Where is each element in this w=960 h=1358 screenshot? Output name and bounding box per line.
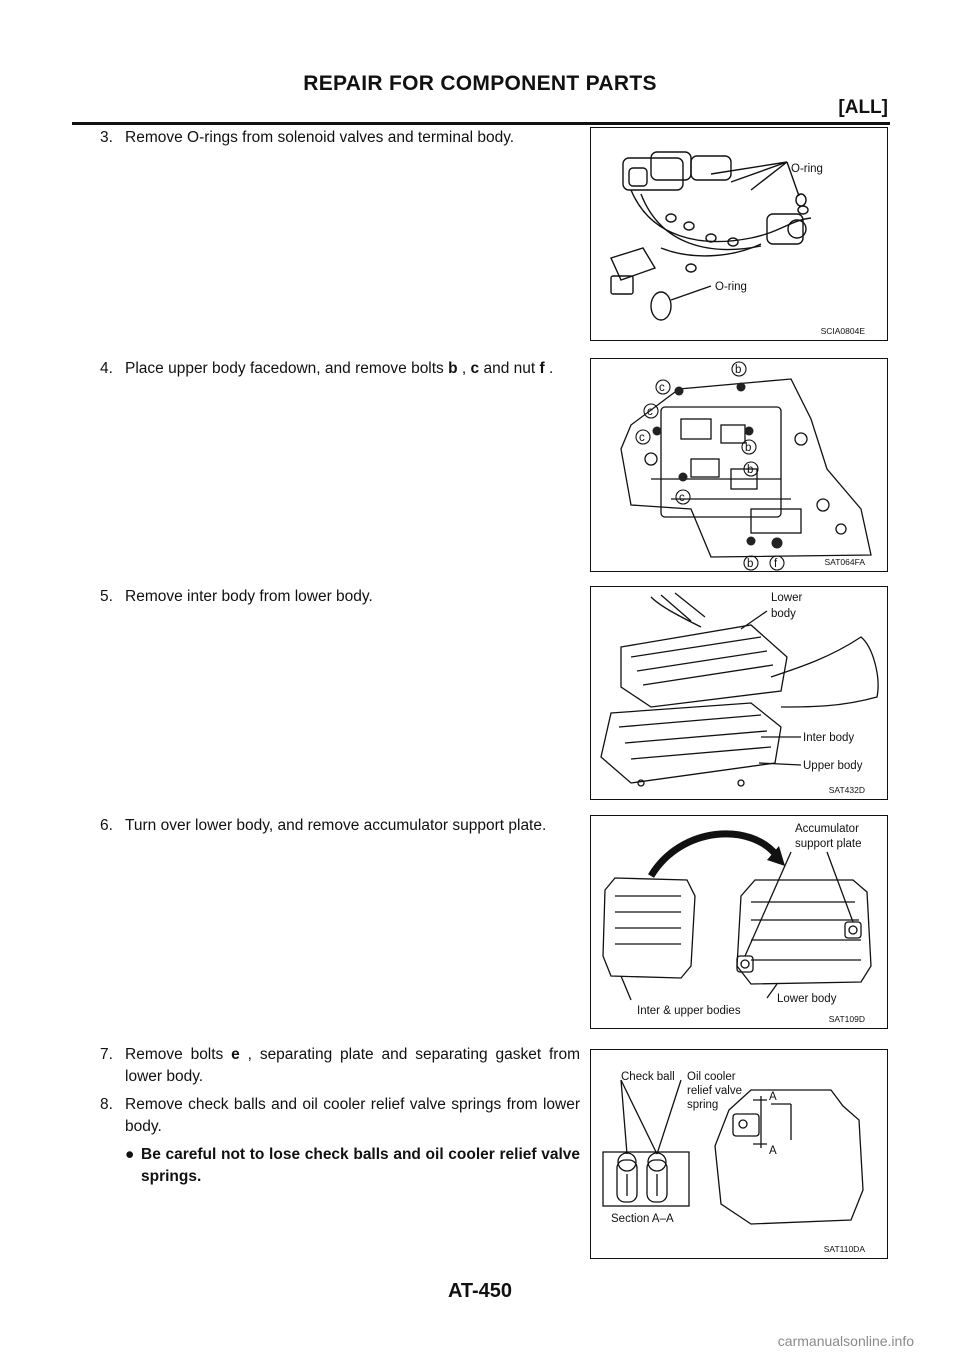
step-text-part: Place upper body facedown, and remove bolts	[125, 360, 449, 377]
step-text	[125, 358, 580, 380]
page-number: AT-450	[447, 1280, 513, 1302]
step-text-part: .	[544, 360, 554, 377]
oil-cooler-label: relief valve	[687, 1085, 742, 1097]
step-text: Remove O-rings from solenoid valves and terminal body.	[125, 129, 515, 146]
bolt-b-label: b	[747, 558, 754, 570]
bolt-c-label: c	[679, 492, 685, 504]
watermark: carmanualsonline.info	[777, 1333, 914, 1349]
step-text: Turn over lower body, and remove accumulator support plate.	[125, 817, 547, 834]
figure-code: SAT109D	[828, 1014, 865, 1024]
step-8	[100, 1094, 580, 1138]
oil-cooler-label: Oil cooler	[687, 1071, 736, 1083]
lower-body-label: body	[771, 608, 796, 620]
step-text-part: Remove bolts	[125, 1046, 232, 1063]
bolt-b-label: b	[735, 364, 742, 376]
step-number: 5.	[100, 588, 113, 605]
valve-bodies-illustration	[591, 587, 887, 799]
step-4	[100, 358, 580, 380]
upper-body-illustration	[591, 359, 887, 571]
bolt-b-label: b	[745, 442, 752, 454]
section-a-marker: A	[769, 1145, 777, 1157]
inter-body-label: Inter body	[803, 732, 855, 744]
bolt-c-label: c	[647, 406, 653, 418]
figure-code: SAT432D	[828, 785, 865, 795]
step-text-part: , separating plate and separating gasket from lower body.	[125, 1046, 580, 1085]
step-7	[100, 1044, 580, 1088]
step-number: 4.	[100, 360, 113, 377]
step-number: 6.	[100, 817, 113, 834]
figure-code: SAT110DA	[823, 1244, 865, 1254]
step-text-part: ,	[457, 360, 471, 377]
step-6	[100, 815, 580, 837]
inter-upper-bodies-label: Inter & upper bodies	[637, 1005, 741, 1017]
check-ball-label: Check ball	[621, 1071, 675, 1083]
lower-body-label: Lower body	[777, 993, 837, 1005]
page-header-title: REPAIR FOR COMPONENT PARTS	[303, 72, 657, 95]
step-number: 8.	[100, 1096, 113, 1113]
figure-code: SAT064FA	[824, 557, 865, 567]
o-ring-label: O-ring	[715, 281, 747, 293]
bullet-icon: ●	[125, 1146, 135, 1163]
bolt-b-label: b	[747, 464, 754, 476]
step-5	[100, 586, 580, 608]
step-3	[100, 127, 580, 149]
step-number: 7.	[100, 1046, 113, 1063]
bolt-label-b: b	[448, 360, 458, 377]
page-header-section: [ALL]	[838, 97, 888, 118]
figure-inter-body	[590, 586, 888, 800]
caution-text: Be careful not to lose check balls and oil cooler relief valve springs.	[141, 1146, 580, 1185]
o-ring-label: O-ring	[791, 163, 823, 175]
figure-check-balls	[590, 1049, 888, 1259]
upper-body-label: Upper body	[803, 760, 863, 772]
bolt-c-label: c	[639, 432, 645, 444]
accumulator-label: support plate	[795, 838, 862, 850]
lower-body-label: Lower	[771, 592, 803, 604]
caution-note	[125, 1144, 580, 1188]
header-rule	[72, 122, 890, 125]
step-text	[125, 1044, 580, 1088]
step-text: Remove check balls and oil cooler relief valve springs from lower body.	[125, 1096, 580, 1135]
step-text: Remove inter body from lower body.	[125, 588, 373, 605]
nut-label-f: f	[539, 360, 545, 377]
bolt-label-e: e	[231, 1046, 240, 1063]
bolt-label-c: c	[470, 360, 480, 377]
step-number: 3.	[100, 129, 113, 146]
figure-code: SCIA0804E	[820, 326, 865, 336]
accumulator-label: Accumulator	[795, 823, 859, 835]
o-ring-illustration	[591, 128, 887, 340]
section-a-marker: A	[769, 1091, 777, 1103]
section-a-a-label: Section A–A	[611, 1213, 674, 1225]
bolt-c-label: c	[659, 382, 665, 394]
accumulator-plate-illustration	[591, 816, 887, 1028]
step-text-part: and nut	[479, 360, 540, 377]
oil-cooler-label: spring	[687, 1099, 719, 1111]
nut-f-label: f	[774, 558, 778, 570]
figure-accumulator-plate	[590, 815, 888, 1029]
figure-o-rings	[590, 127, 888, 341]
check-ball-illustration	[591, 1050, 887, 1258]
figure-upper-body-bolts	[590, 358, 888, 572]
